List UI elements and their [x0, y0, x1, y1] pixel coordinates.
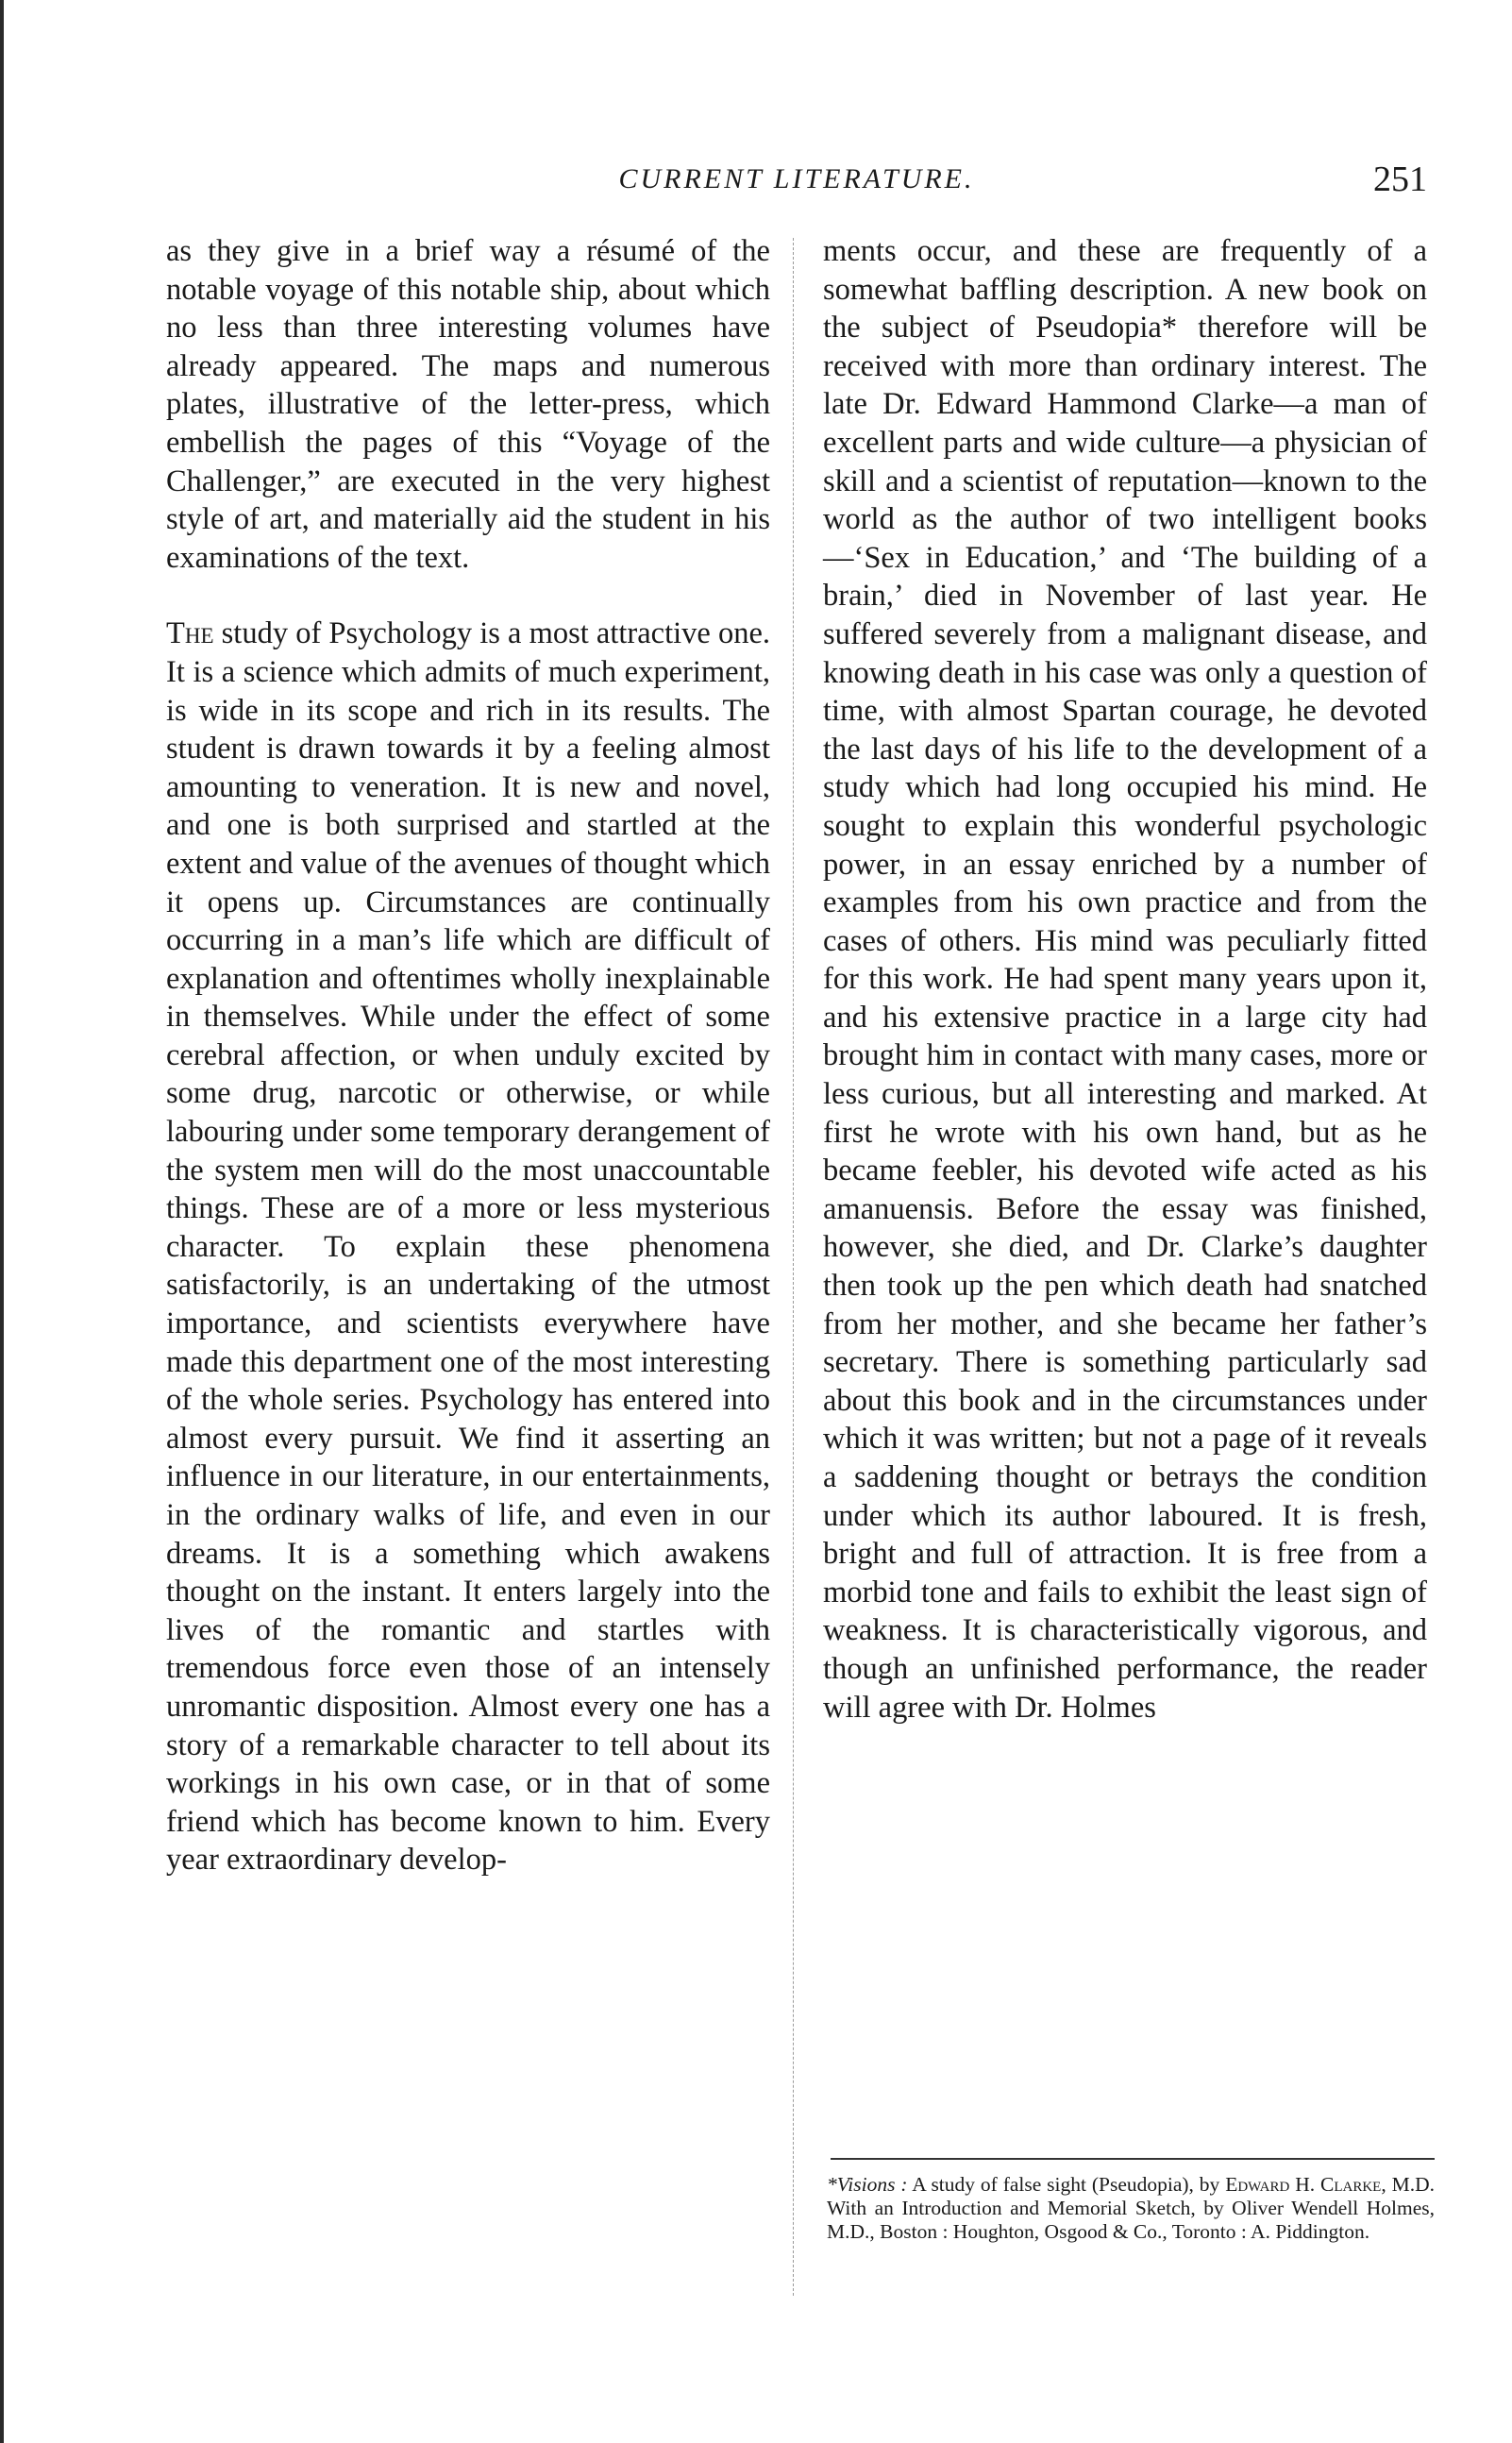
paragraph-lead-word: The [166, 616, 214, 651]
footnote-text-1: A study of false sight (Pseudopia), by [912, 2173, 1220, 2196]
footnote-title: *Visions : [827, 2173, 908, 2196]
column-divider [793, 238, 794, 2296]
footnote-text-2: , M.D. With an Introduction and Memorial Sketch, by Oliver Wendell Holmes, M.D., Boston : Houghton, Osgood & Co., Toronto : A. Piddington. [827, 2173, 1435, 2243]
right-paragraph-1: ments occur, and these are frequently of a somewhat baffling description. A new book on the subject of Pseudopia* therefore will be received with more than ordinary interest. The late Dr. Edward Hammond Clarke—a man of excellent parts and wide culture—a physician of skill and a scientist of reputation—known to the world as the author of two intelligent books—‘Sex in Education,’ and ‘The building of a brain,’ died in November of last year. He suffered severely from a malignant disease, and knowing death in his case was only a question of time, with almost Spartan courage, he devoted the last days of his life to the development of a study which had long occupied his mind. He sought to explain this wonderful psychologic power, in an essay enriched by a number of examples from his own practice and from the cases of others. His mind was peculiarly fitted for this work. He had spent many years upon it, and his extensive practice in a large city had brought him in contact with many cases, more or less curious, but all interesting and marked. At first he wrote with his own hand, but as he became feebler, his devoted wife acted as his amanuensis. Before the essay was finished, however, she died, and Dr. Clarke’s daughter then took up the pen which death had snatched from her mother, and she became her father’s secretary. There is something particularly sad about this book and in the circumstances under which it was written; but not a page of it reveals a saddening thought or betrays the condition under which its author laboured. It is fresh, bright and full of attraction. It is free from a morbid tone and fails to exhibit the least sign of weakness. It is characteristically vigorous, and though an unfinished performance, the reader will agree with Dr. Holmes [823, 234, 1427, 1725]
left-column [166, 232, 770, 1879]
left-paragraph-2 [166, 615, 770, 1879]
running-head [166, 159, 1427, 200]
running-title: CURRENT LITERATURE. [618, 163, 975, 194]
footnote-rule [831, 2158, 1435, 2160]
footnote-text [827, 2173, 1435, 2244]
footnote-author: Edward H. Clarke [1225, 2173, 1382, 2196]
right-column [823, 232, 1427, 1727]
left-paragraph-2-body: study of Psychology is a most attractive one. It is a science which admits of much experiment, is wide in its scope and rich in its results. The student is drawn towards it by a feeling almost amounting to veneration. It is new and novel, and one is both surprised and startled at the extent and value of the avenues of thought which it opens up. Circumstances are continually occurring in a man’s life which are difficult of explanation and oftentimes wholly inexplainable in themselves. While under the effect of some cerebral affection, or when unduly excited by some drug, narcotic or otherwise, or while labouring under some temporary derangement of the system men will do the most unaccountable things. These are of a more or less mysterious character. To explain these phenomena satisfactorily, is an undertaking of the utmost importance, and scientists everywhere have made this department one of the most interesting of the whole series. Psychology has entered into almost every pursuit. We find it asserting an influence in our literature, in our entertainments, in the ordinary walks of life, and even in our dreams. It is a something which awakens thought on the instant. It enters largely into the lives of the romantic and startles with tremendous force even those of an intensely unromantic disposition. Almost every one has a story of a remarkable character to tell about its workings in his own case, or in that of some friend which has become known to him. Every year extraordinary develop- [166, 616, 770, 1878]
page-edge [0, 0, 4, 2443]
left-paragraph-1: as they give in a brief way a résumé of the notable voyage of this notable ship, about which no less than three interesting volumes have already appeared. The maps and numerous plates, illustrative of the letter-press, which embellish the pages of this “Voyage of the Challenger,” are executed in the very highest style of art, and materially aid the student in his examinations of the text. [166, 234, 770, 575]
footnote [827, 2173, 1435, 2244]
page-number: 251 [1373, 160, 1427, 199]
